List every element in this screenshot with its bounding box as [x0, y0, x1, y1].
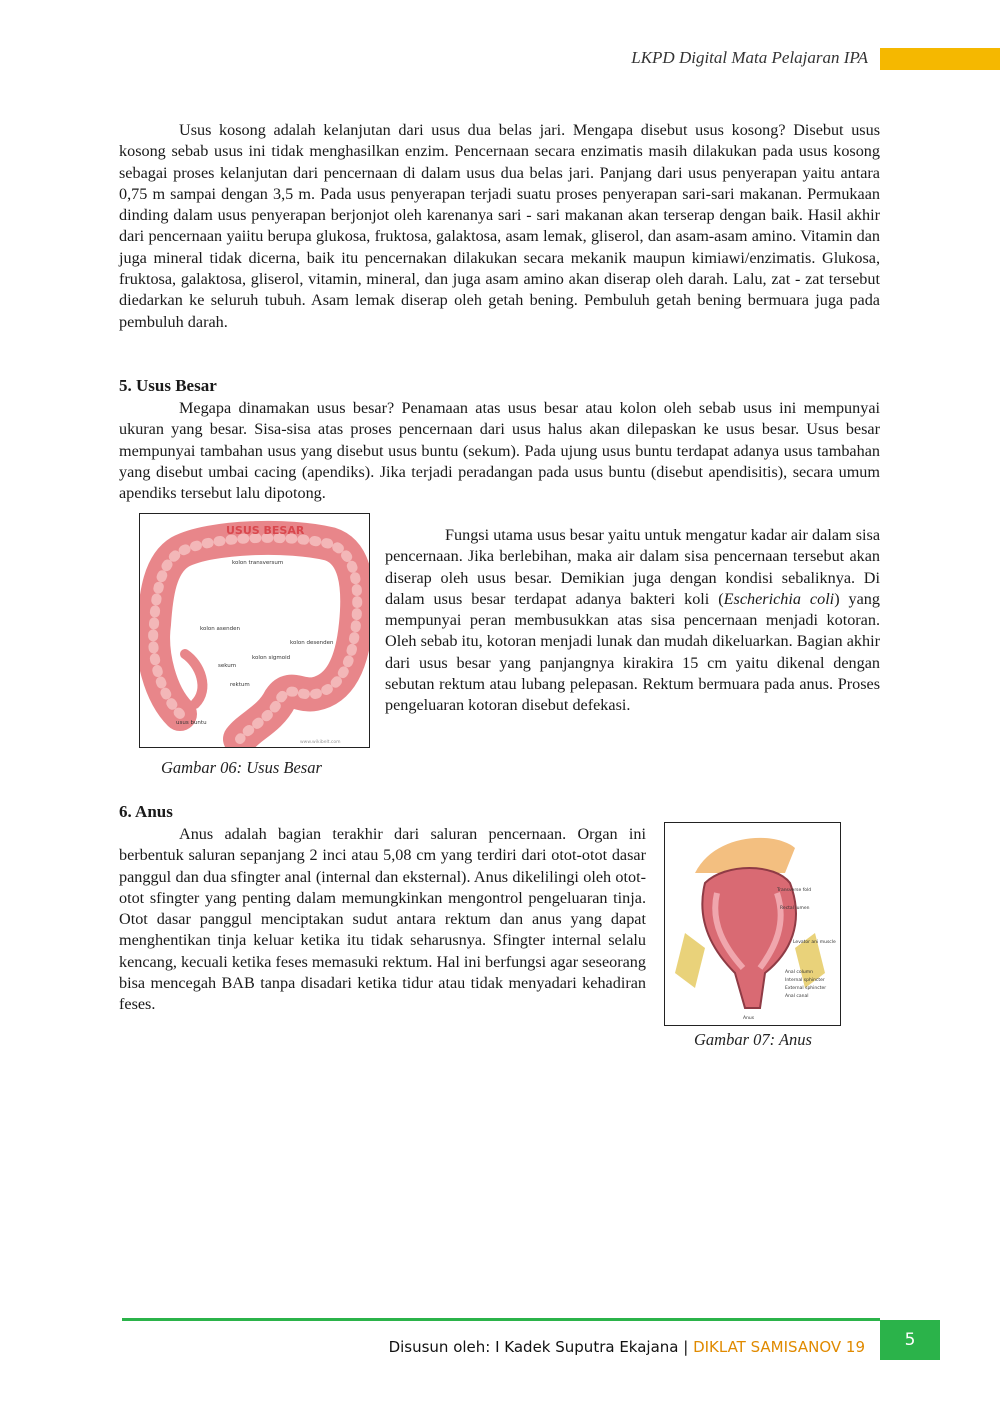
- footer-credit: [389, 1338, 865, 1356]
- label-internal-sphincter: Internal sphincter: [785, 978, 825, 983]
- figure-usus-besar: [139, 513, 370, 748]
- label-anal-canal: Anal canal: [785, 994, 809, 999]
- label-anus: Anus: [743, 1016, 755, 1021]
- colon-illustration: [140, 514, 369, 747]
- section-heading-usus-besar: 5. Usus Besar: [119, 376, 217, 395]
- header-title: LKPD Digital Mata Pelajaran IPA: [631, 48, 868, 67]
- label-usus-buntu: usus buntu: [176, 720, 207, 726]
- usus-besar-text-2b: ) yang mempunyai peran membusukkan atas sisa pencernaan menjadi kotoran. Oleh sebab itu, kotoran menjadi lunak dan mudah dikeluarkan. Bagian akhir dari usus besar yang panjangnya kirakira 15 cm yaitu dikenal dengan sebutan rektum atau lubang pelepasan. Rektum bermuara pada anus. Proses pengeluaran kotoran disebut defekasi.: [385, 589, 880, 715]
- label-transverse-fold: Transverse fold: [777, 888, 812, 893]
- label-rektum: rektum: [230, 682, 250, 688]
- label-anal-column: Anal column: [785, 970, 813, 975]
- label-kolon-transversum: kolon transversum: [232, 560, 284, 566]
- usus-besar-paragraph-1: [119, 398, 880, 504]
- header-accent-bar: [880, 48, 1000, 70]
- label-kolon-asenden: kolon asenden: [200, 626, 240, 632]
- usus-kosong-text: Usus kosong adalah kelanjutan dari usus dua belas jari. Mengapa disebut usus kosong? Disebut usus kosong sebab usus ini tidak menghasilkan enzim. Pencernaan secara enzimatis masih dilakukan pada usus kosong sebagai proses kelanjutan dari pencernaan di dalam usus dua belas jari. Panjang dari usus penyerapan yaitu antara 0,75 m sampai dengan 3,5 m. Pada usus penyerapan terjadi suatu proses penyerapan sari-sari makanan. Permukaan dinding dalam usus penyerapan berjonjot oleh karenanya sari - sari makanan akan terserap dengan baik. Hasil akhir dari pencernaan yaiitu berupa glukosa, fruktosa, galaktosa, asam lemak, gliserol, dan asam-asam amino. Vitamin dan juga mineral tidak dicerna, baik itu pencernakan dilakukan secara mekanik maupun kimiawi/enzimatis. Glukosa, fruktosa, galaktosa, gliserol, vitamin, mineral, dan juga asam amino akan diserap oleh darah. Lalu, zat - zat tersebut diedarkan ke seluruh tubuh. Asam lemak diserap oleh getah bening. Pembuluh getah bening bermuara juga pada pembuluh darah.: [119, 121, 880, 331]
- page-number: 5: [880, 1320, 940, 1360]
- usus-besar-text-2-italic: Escherichia coli: [723, 589, 835, 608]
- anus-text: Anus adalah bagian terakhir dari saluran pencernaan. Organ ini berbentuk saluran sepanjang 2 inci atau 5,08 cm yang terdiri dari otot-otot dasar panggul dan dua sfingter anal (internal dan eksternal). Anus dikelilingi oleh otot-otot sfingter yang penting dalam memungkinkan mengontrol pengeluaran tinja. Otot dasar panggul menciptakan sudut antara rektum dan anus yang dapat menghentikan tinja keluar ketika itu tidak seharusnya. Sfingter internal selalu kencang, kecuali ketika feses memasuki rektum. Hal ini berfungsi agar seseorang bisa mencegah BAB tanpa disadari ketika tidur atau tidak menyadari kehadiran feses.: [119, 825, 646, 1014]
- label-sekum: sekum: [218, 663, 237, 669]
- usus-kosong-paragraph: [119, 120, 880, 333]
- figure-anus: [664, 822, 841, 1026]
- figure-title: USUS BESAR: [226, 524, 305, 537]
- anus-paragraph: [119, 824, 646, 1016]
- label-rectal-lumen: Rectal lumen: [780, 906, 810, 911]
- anus-illustration: [665, 823, 840, 1025]
- usus-besar-paragraph-2: [385, 525, 880, 717]
- figure-watermark: www.wikibelt.com: [300, 740, 341, 745]
- section-heading-anus: 6. Anus: [119, 802, 173, 821]
- label-external-sphincter: External sphincter: [785, 986, 827, 991]
- footer-author: Disusun oleh: I Kadek Suputra Ekajana |: [388, 1338, 694, 1356]
- label-levator-ani: Levator ani muscle: [793, 940, 836, 945]
- footer-line: [122, 1318, 880, 1321]
- usus-besar-text-2a: Fungsi utama usus besar yaitu untuk mengatur kadar air dalam sisa pencernaan. Jika berlebihan, maka air dalam sisa pencernaan tersebut akan diserap oleh usus besar. Demikian juga dengan kondisi sebaliknya. Di dalam usus besar terdapat adanya bakteri koli (: [385, 526, 880, 608]
- usus-besar-text-1: Megapa dinamakan usus besar? Penamaan atas usus besar atau kolon oleh sebab usus ini mempunyai ukuran yang besar. Sisa-sisa atas proses pencernaan dari usus halus akan dilepaskan ke usus besar. Usus besar mempunyai tambahan usus yang disebut usus buntu (sekum). Pada ujung usus buntu terdapat adanya usus tambahan yang disebut umbai cacing (apendiks). Jika terjadi peradangan pada usus buntu (disebut apendisitis), secara umum apendiks tersebut lalu dipotong.: [119, 399, 880, 503]
- footer-event: DIKLAT SAMISANOV 19: [693, 1338, 865, 1356]
- label-kolon-sigmoid: kolon sigmoid: [252, 655, 291, 661]
- label-kolon-desenden: kolon desenden: [290, 640, 334, 646]
- caption-gambar-07: Gambar 07: Anus: [694, 1030, 812, 1049]
- caption-gambar-06: Gambar 06: Usus Besar: [161, 758, 322, 777]
